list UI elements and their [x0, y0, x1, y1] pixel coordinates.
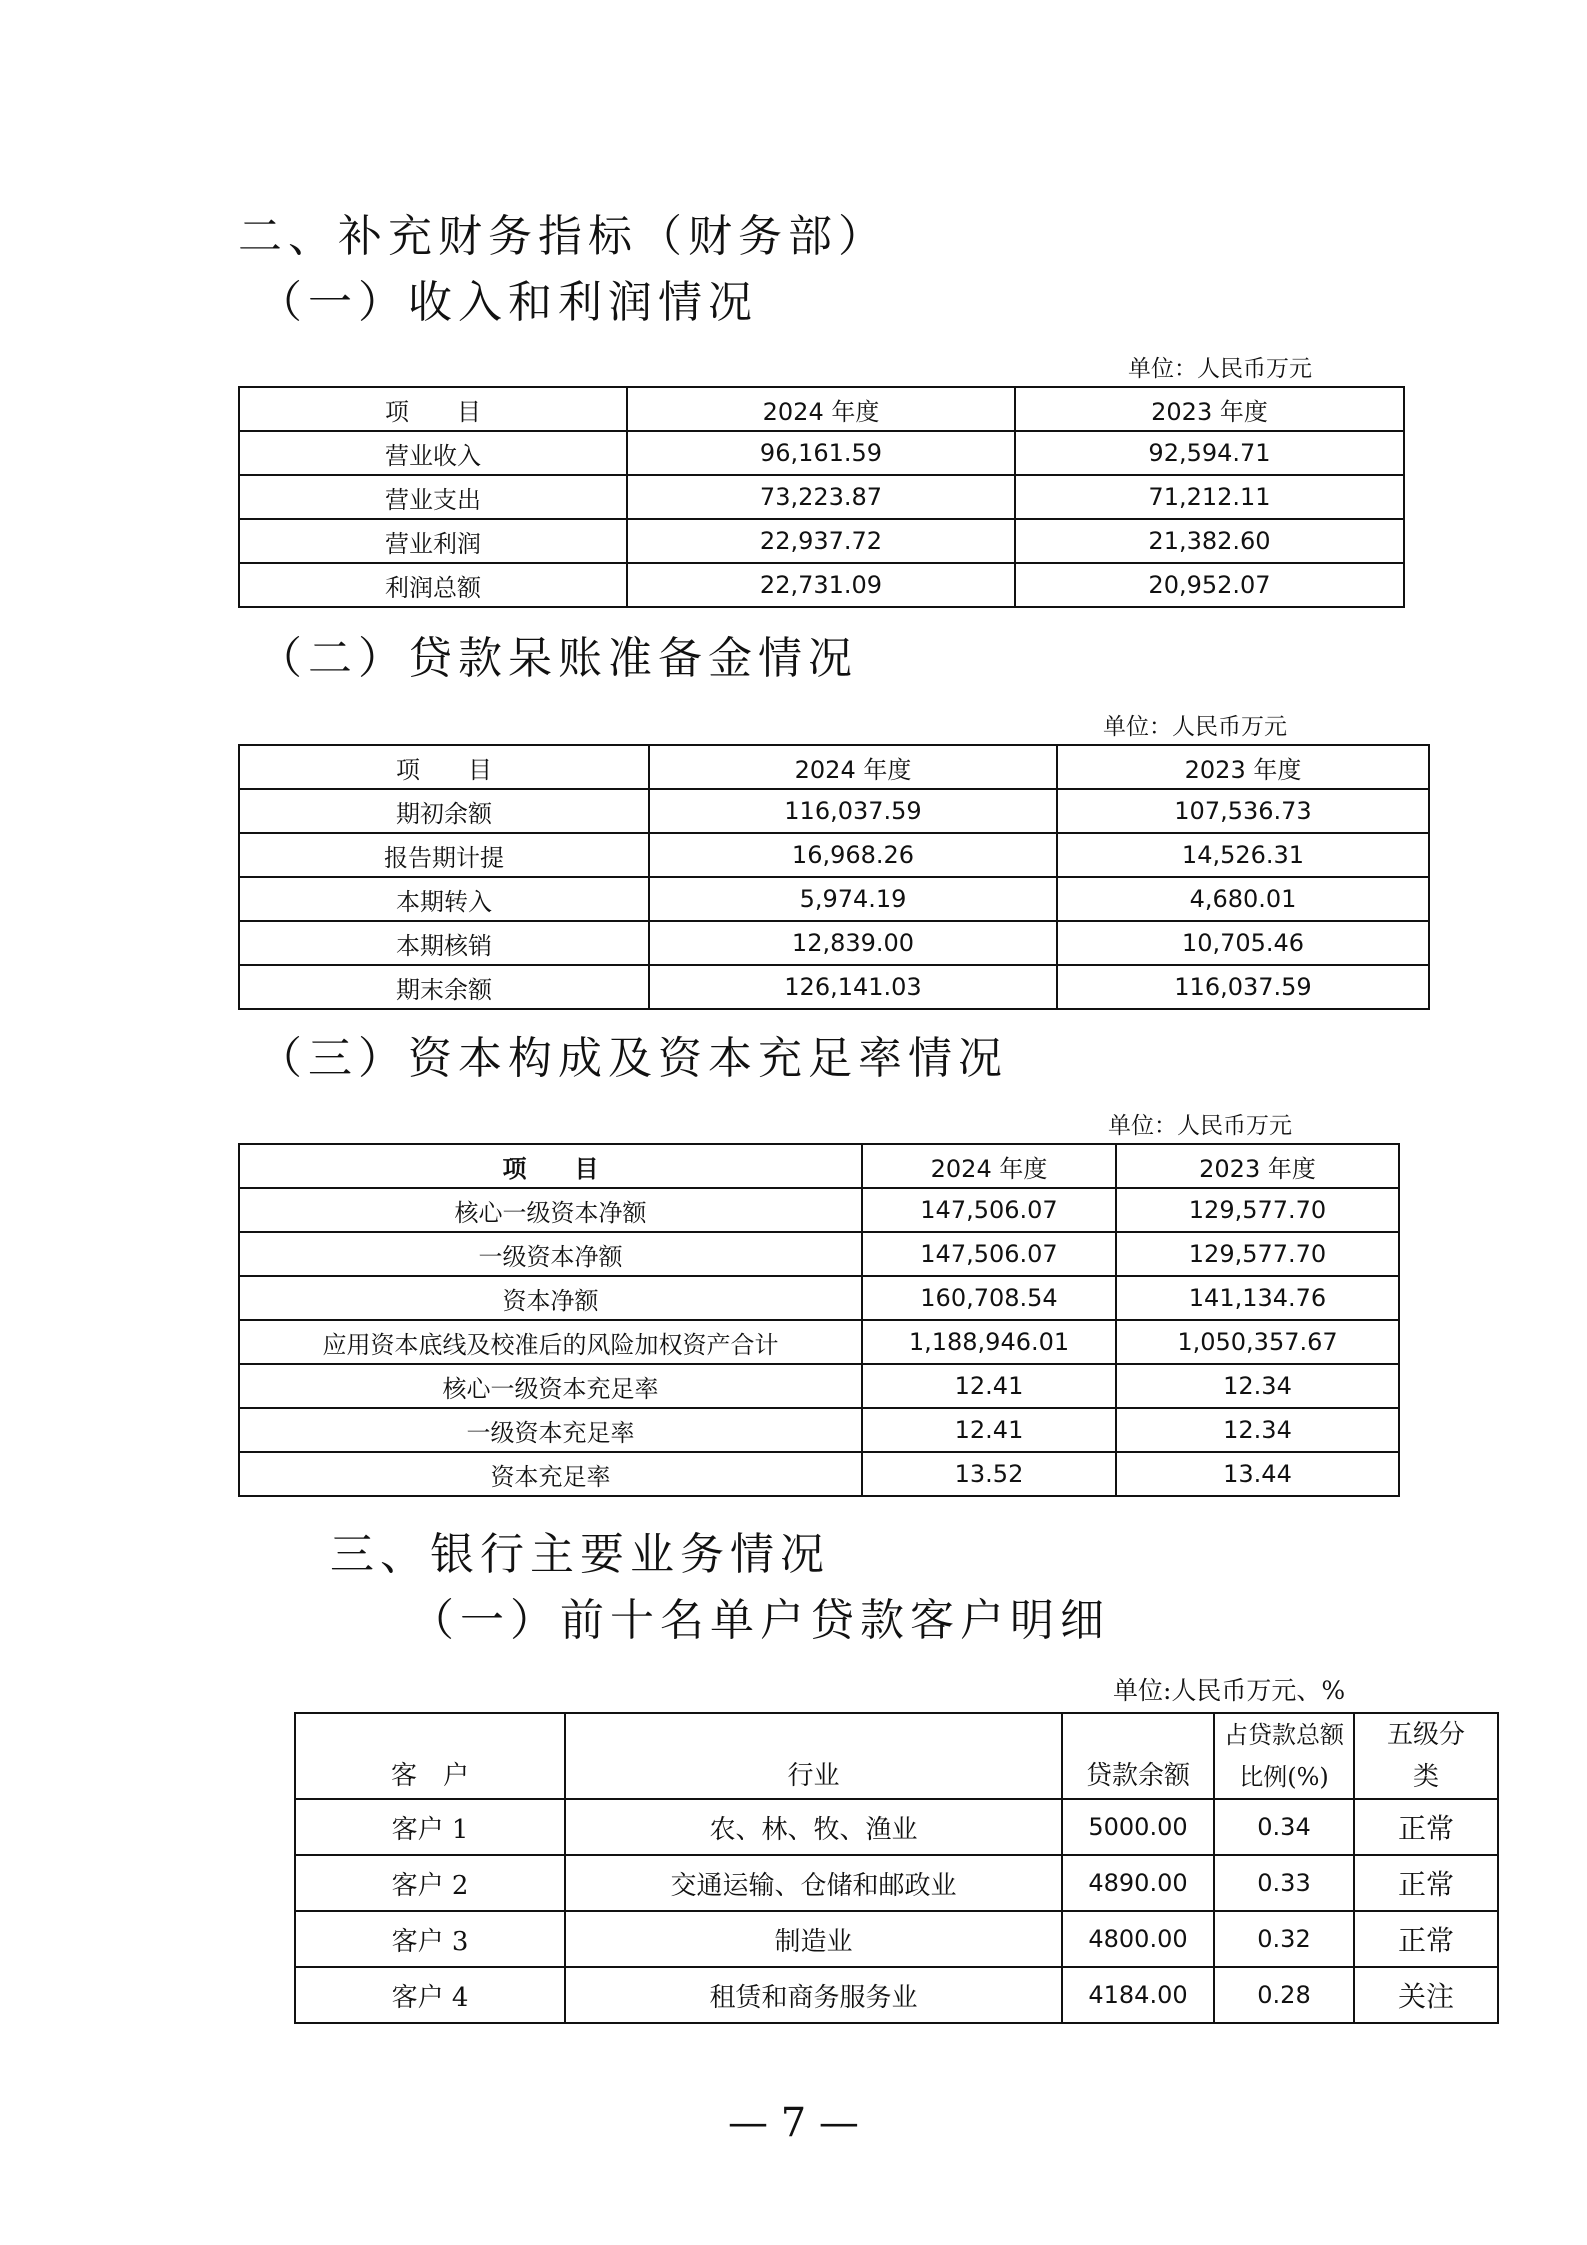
table-row	[295, 1799, 1498, 1855]
row-label: 利润总额	[239, 563, 627, 607]
classification-cell: 关注	[1354, 1967, 1498, 2023]
table-row	[239, 789, 1429, 833]
ratio-cell: 0.34	[1214, 1799, 1354, 1855]
table-row	[239, 475, 1404, 519]
header-cell: 项 目	[239, 387, 627, 431]
ratio-cell: 0.32	[1214, 1911, 1354, 1967]
value-2023: 71,212.11	[1015, 475, 1404, 519]
income-table-unit: 单位：人民币万元	[1128, 356, 1312, 382]
value-2024: 12.41	[862, 1408, 1116, 1452]
table-row	[239, 1452, 1399, 1496]
header-cell: 贷款余额	[1062, 1713, 1214, 1799]
classification-cell: 正常	[1354, 1911, 1498, 1967]
value-2023: 20,952.07	[1015, 563, 1404, 607]
row-label: 营业收入	[239, 431, 627, 475]
row-label: 核心一级资本净额	[239, 1188, 862, 1232]
top-ten-loans-table	[294, 1712, 1499, 2024]
loans-table-unit: 单位:人民币万元、%	[1113, 1676, 1346, 1705]
header-cell: 2024 年度	[649, 745, 1057, 789]
value-2024: 160,708.54	[862, 1276, 1116, 1320]
value-2023: 129,577.70	[1116, 1232, 1399, 1276]
ratio-cell: 0.33	[1214, 1855, 1354, 1911]
value-2024: 147,506.07	[862, 1188, 1116, 1232]
capital-table-title: （三）资本构成及资本充足率情况	[258, 1033, 1008, 1084]
header-cell: 2024 年度	[862, 1144, 1116, 1188]
value-2024: 22,937.72	[627, 519, 1015, 563]
industry-cell: 交通运输、仓储和邮政业	[565, 1855, 1062, 1911]
provision-table-title: （二）贷款呆账准备金情况	[258, 633, 858, 684]
provision-table	[238, 744, 1430, 1010]
industry-cell: 租赁和商务服务业	[565, 1967, 1062, 2023]
table-header-row	[239, 387, 1404, 431]
table-row	[239, 1188, 1399, 1232]
capital-table-unit: 单位：人民币万元	[1108, 1113, 1292, 1139]
value-2024: 1,188,946.01	[862, 1320, 1116, 1364]
value-2024: 12,839.00	[649, 921, 1057, 965]
header-cell: 2024 年度	[627, 387, 1015, 431]
customer-cell: 客户 3	[295, 1911, 565, 1967]
value-2023: 1,050,357.67	[1116, 1320, 1399, 1364]
row-label: 一级资本净额	[239, 1232, 862, 1276]
table-row	[239, 1320, 1399, 1364]
table-row	[239, 833, 1429, 877]
value-2023: 92,594.71	[1015, 431, 1404, 475]
value-2024: 13.52	[862, 1452, 1116, 1496]
balance-cell: 4800.00	[1062, 1911, 1214, 1967]
table-header-row	[295, 1713, 1498, 1799]
section-2-title: 二、补充财务指标（财务部）	[238, 211, 888, 262]
value-2024: 5,974.19	[649, 877, 1057, 921]
table-header-row	[239, 1144, 1399, 1188]
row-label: 期末余额	[239, 965, 649, 1009]
table-row	[239, 877, 1429, 921]
row-label: 营业利润	[239, 519, 627, 563]
header-cell: 行业	[565, 1713, 1062, 1799]
value-2024: 22,731.09	[627, 563, 1015, 607]
capital-table	[238, 1143, 1400, 1497]
value-2024: 96,161.59	[627, 431, 1015, 475]
value-2023: 12.34	[1116, 1408, 1399, 1452]
classification-cell: 正常	[1354, 1855, 1498, 1911]
customer-cell: 客户 2	[295, 1855, 565, 1911]
row-label: 应用资本底线及校准后的风险加权资产合计	[239, 1320, 862, 1364]
table-row	[239, 1276, 1399, 1320]
row-label: 核心一级资本充足率	[239, 1364, 862, 1408]
income-table	[238, 386, 1405, 608]
section-3-title: 三、银行主要业务情况	[330, 1529, 830, 1580]
value-2024: 126,141.03	[649, 965, 1057, 1009]
value-2023: 107,536.73	[1057, 789, 1429, 833]
row-label: 营业支出	[239, 475, 627, 519]
value-2024: 16,968.26	[649, 833, 1057, 877]
header-cell: 项 目	[239, 1144, 862, 1188]
value-2023: 21,382.60	[1015, 519, 1404, 563]
balance-cell: 4890.00	[1062, 1855, 1214, 1911]
page-number: — 7 —	[728, 2100, 859, 2146]
table-row	[239, 1408, 1399, 1452]
value-2024: 12.41	[862, 1364, 1116, 1408]
row-label: 期初余额	[239, 789, 649, 833]
header-cell: 项 目	[239, 745, 649, 789]
value-2024: 147,506.07	[862, 1232, 1116, 1276]
provision-table-unit: 单位：人民币万元	[1103, 714, 1287, 740]
customer-cell: 客户 1	[295, 1799, 565, 1855]
value-2024: 116,037.59	[649, 789, 1057, 833]
table-row	[239, 563, 1404, 607]
table-row	[239, 519, 1404, 563]
row-label: 本期转入	[239, 877, 649, 921]
table-row	[239, 965, 1429, 1009]
ratio-cell: 0.28	[1214, 1967, 1354, 2023]
customer-cell: 客户 4	[295, 1967, 565, 2023]
industry-cell: 农、林、牧、渔业	[565, 1799, 1062, 1855]
value-2024: 73,223.87	[627, 475, 1015, 519]
table-row	[239, 1232, 1399, 1276]
table-row	[295, 1911, 1498, 1967]
header-cell: 客 户	[295, 1713, 565, 1799]
value-2023: 116,037.59	[1057, 965, 1429, 1009]
table-row	[239, 431, 1404, 475]
loans-table-title: （一）前十名单户贷款客户明细	[410, 1595, 1110, 1646]
row-label: 资本充足率	[239, 1452, 862, 1496]
value-2023: 4,680.01	[1057, 877, 1429, 921]
header-cell: 2023 年度	[1015, 387, 1404, 431]
table-row	[239, 921, 1429, 965]
header-cell: 2023 年度	[1116, 1144, 1399, 1188]
industry-cell: 制造业	[565, 1911, 1062, 1967]
value-2023: 129,577.70	[1116, 1188, 1399, 1232]
table-header-row	[239, 745, 1429, 789]
balance-cell: 5000.00	[1062, 1799, 1214, 1855]
header-cell: 占贷款总额比例(%)	[1214, 1713, 1354, 1799]
row-label: 资本净额	[239, 1276, 862, 1320]
row-label: 本期核销	[239, 921, 649, 965]
value-2023: 13.44	[1116, 1452, 1399, 1496]
row-label: 一级资本充足率	[239, 1408, 862, 1452]
value-2023: 14,526.31	[1057, 833, 1429, 877]
value-2023: 141,134.76	[1116, 1276, 1399, 1320]
row-label: 报告期计提	[239, 833, 649, 877]
balance-cell: 4184.00	[1062, 1967, 1214, 2023]
classification-cell: 正常	[1354, 1799, 1498, 1855]
value-2023: 12.34	[1116, 1364, 1399, 1408]
income-table-title: （一）收入和利润情况	[258, 277, 758, 328]
value-2023: 10,705.46	[1057, 921, 1429, 965]
header-cell: 五级分类	[1354, 1713, 1498, 1799]
header-cell: 2023 年度	[1057, 745, 1429, 789]
table-row	[295, 1967, 1498, 2023]
table-row	[295, 1855, 1498, 1911]
table-row	[239, 1364, 1399, 1408]
